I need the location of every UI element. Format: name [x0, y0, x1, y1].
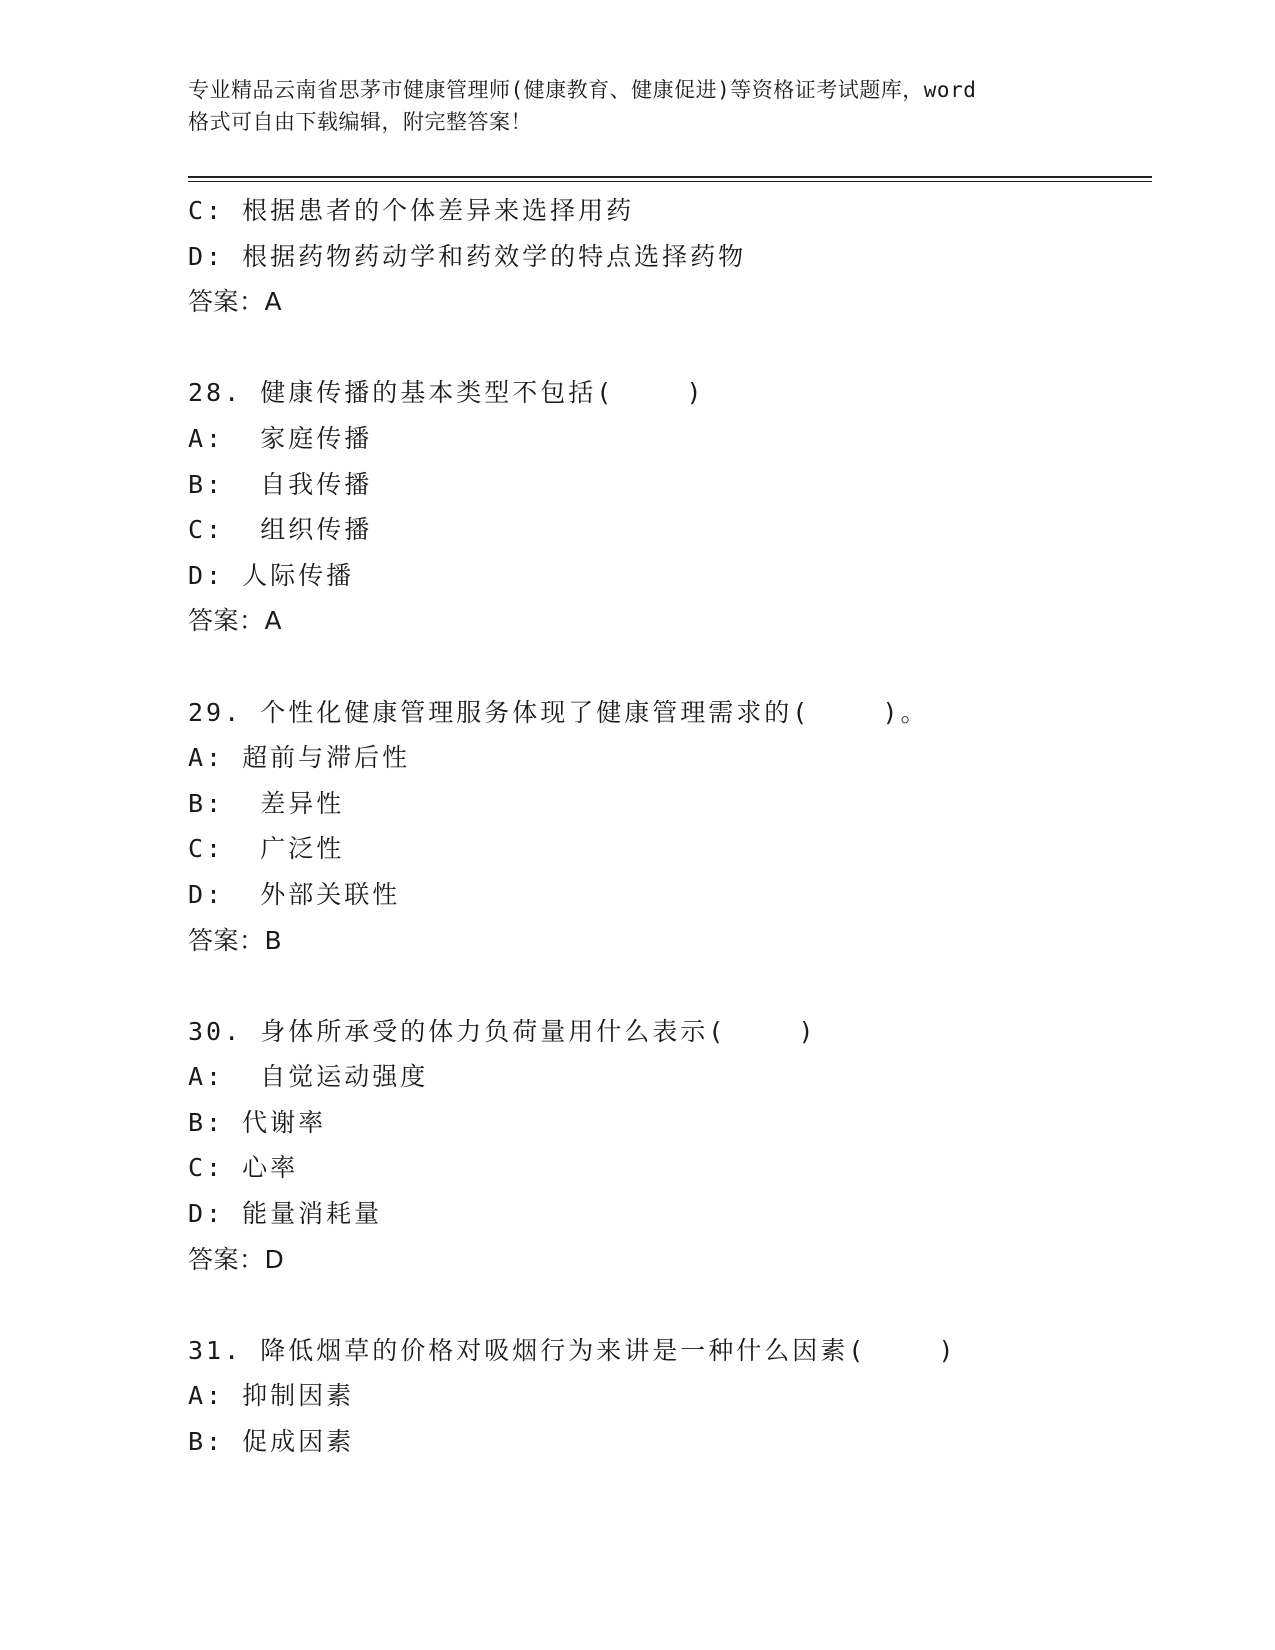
answer: 答案：B	[188, 925, 283, 955]
answer: 答案：A	[188, 606, 283, 636]
header-rule-thick	[188, 176, 1152, 178]
question-stem: 31. 降低烟草的价格对吸烟行为来讲是一种什么因素( )	[188, 1335, 957, 1365]
option-c: C: 广泛性	[188, 834, 345, 864]
header-rule-thin	[188, 181, 1152, 182]
answer: 答案：A	[188, 287, 283, 317]
option-d: D: 外部关联性	[188, 879, 401, 909]
question-31	[188, 1328, 1152, 1465]
header-line-2: 格式可自由下载编辑，附完整答案！	[188, 110, 532, 134]
option-a: A: 自觉运动强度	[188, 1062, 429, 1092]
option-c: C: 心率	[188, 1153, 299, 1183]
question-stem: 28. 健康传播的基本类型不包括( )	[188, 378, 705, 408]
question-stem: 29. 个性化健康管理服务体现了健康管理需求的( )。	[188, 697, 929, 727]
option-d: D: 根据药物药动学和药效学的特点选择药物	[188, 241, 747, 271]
document-header	[188, 74, 1088, 138]
option-d: D: 人际传播	[188, 560, 355, 590]
question-27-tail	[188, 188, 1152, 325]
option-b: B: 自我传播	[188, 469, 373, 499]
question-content	[188, 188, 1152, 1465]
option-c: C: 组织传播	[188, 515, 373, 545]
option-c: C: 根据患者的个体差异来选择用药	[188, 196, 635, 225]
option-a: A: 家庭传播	[188, 423, 373, 453]
question-30	[188, 1009, 1152, 1283]
question-28	[188, 370, 1152, 644]
option-a: A: 超前与滞后性	[188, 743, 411, 773]
option-a: A: 抑制因素	[188, 1381, 355, 1411]
question-stem: 30. 身体所承受的体力负荷量用什么表示( )	[188, 1016, 817, 1046]
question-29	[188, 690, 1152, 964]
option-b: B: 促成因素	[188, 1427, 355, 1457]
answer: 答案：D	[188, 1244, 285, 1274]
option-b: B: 代谢率	[188, 1107, 327, 1137]
option-d: D: 能量消耗量	[188, 1199, 383, 1229]
header-line-1: 专业精品云南省思茅市健康管理师(健康教育、健康促进)等资格证考试题库，word	[188, 78, 977, 102]
option-b: B: 差异性	[188, 788, 345, 818]
